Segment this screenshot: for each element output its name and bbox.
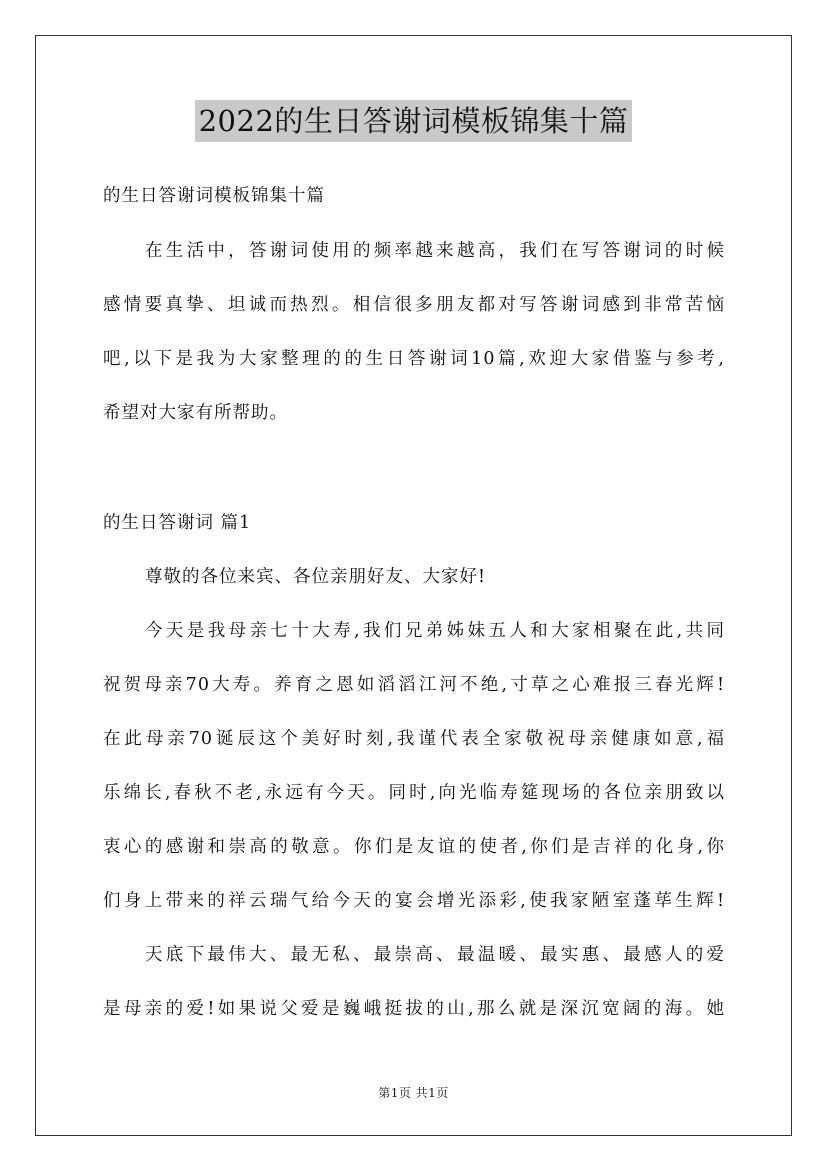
greeting: 尊敬的各位来宾、各位亲朋好友、大家好!: [145, 567, 487, 587]
paragraph-line: 是母亲的爱!如果说父爱是巍峨挺拔的山,那么就是深沉宽阔的海。她: [103, 999, 725, 1019]
section-heading: 的生日答谢词 篇1: [103, 513, 252, 533]
intro-line: 吧,以下是我为大家整理的的生日答谢词10篇,欢迎大家借鉴与参考,: [103, 349, 725, 369]
intro-line: 在生活中，答谢词使用的频率越来越高，我们在写答谢词的时候: [145, 241, 725, 261]
paragraph-line: 今天是我母亲七十大寿,我们兄弟姊妹五人和大家相聚在此,共同: [145, 621, 725, 641]
paragraph-line: 祝贺母亲70大寿。养育之恩如滔滔江河不绝,寸草之心难报三春光辉!: [103, 675, 725, 695]
paragraph-line: 乐绵长,春秋不老,永远有今天。同时,向光临寿筵现场的各位亲朋致以: [103, 783, 725, 803]
intro-line: 希望对大家有所帮助。: [103, 403, 288, 423]
paragraph-line: 衷心的感谢和崇高的敬意。你们是友谊的使者,你们是吉祥的化身,你: [103, 837, 725, 857]
paragraph-line: 天底下最伟大、最无私、最崇高、最温暖、最实惠、最感人的爱: [145, 945, 725, 965]
page-footer: 第1页 共1页: [378, 1086, 449, 1100]
document-subtitle: 的生日答谢词模板锦集十篇: [103, 186, 325, 206]
paragraph-line: 在此母亲70诞辰这个美好时刻,我谨代表全家敬祝母亲健康如意,福: [103, 729, 725, 749]
intro-line: 感情要真挚、坦诚而热烈。相信很多朋友都对写答谢词感到非常苦恼: [103, 295, 725, 315]
document-title: 2022的生日答谢词模板锦集十篇: [195, 100, 633, 142]
title-container: [0, 100, 827, 142]
paragraph-line: 们身上带来的祥云瑞气给今天的宴会增光添彩,使我家陋室蓬荜生辉!: [103, 891, 725, 911]
